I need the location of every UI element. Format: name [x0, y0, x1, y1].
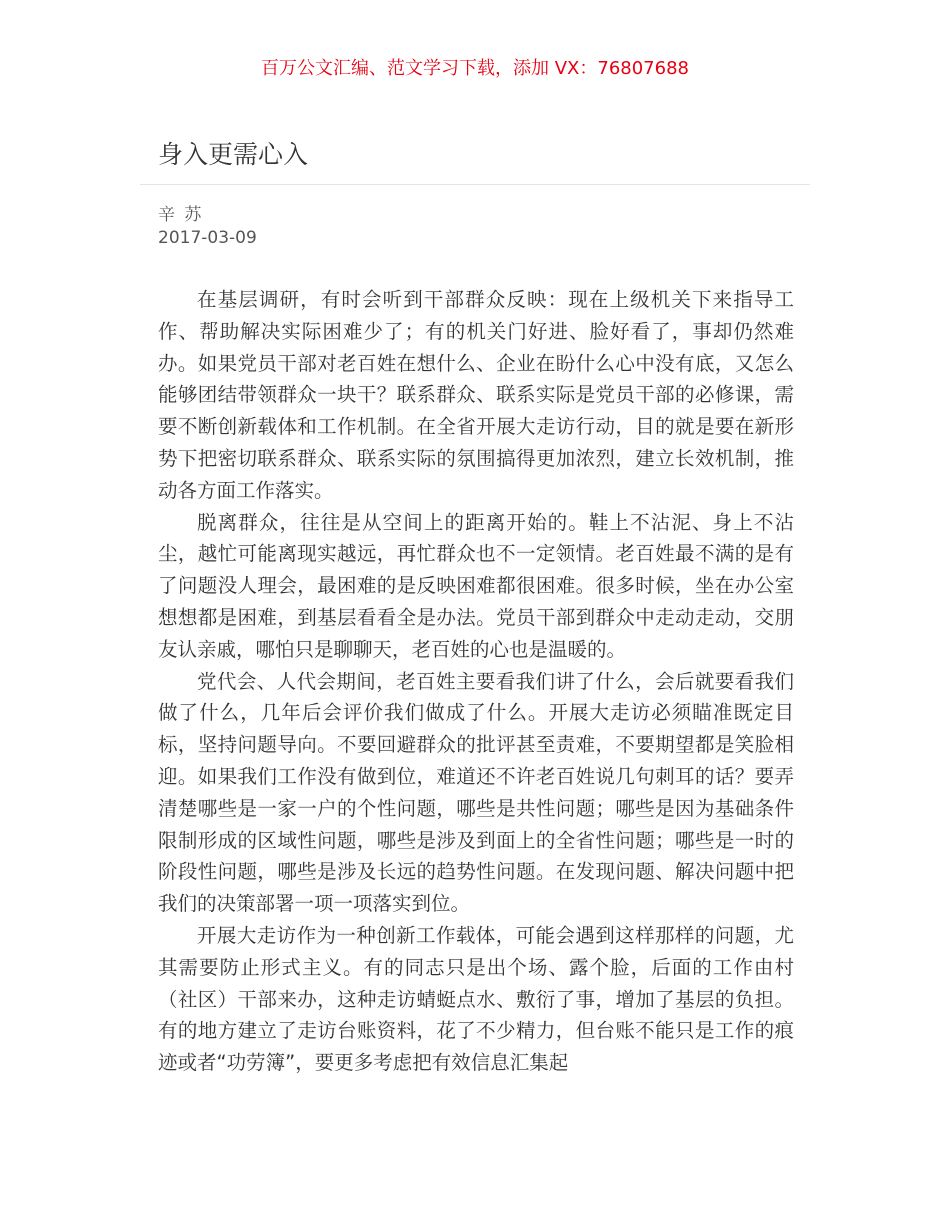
article-paragraph: 在基层调研，有时会听到干部群众反映：现在上级机关下来指导工作、帮助解决实际困难少了；有的机关门好进、脸好看了，事却仍然难办。如果党员干部对老百姓在想什么、企业在盼什么心中没有底，又怎么能够团结带领群众一块干？联系群众、联系实际是党员干部的必修课，需要不断创新载体和工作机制。在全省开展大走访行动，目的就是要在新形势下把密切联系群众、联系实际的氛围搞得更加浓烈，建立长效机制，推动各方面工作落实。 [158, 288, 794, 502]
promo-banner: 百万公文汇编、范文学习下载，添加 VX：76807688 [261, 58, 689, 79]
article-date: 2017-03-09 [158, 228, 257, 248]
article-paragraph: 脱离群众，往往是从空间上的距离开始的。鞋上不沾泥、身上不沾尘，越忙可能离现实越远，再忙群众也不一定领情。老百姓最不满的是有了问题没人理会，最困难的是反映困难都很困难。很多时候，坐在办公室想想都是困难，到基层看看全是办法。党员干部到群众中走动走动，交朋友认亲戚，哪怕只是聊聊天，老百姓的心也是温暖的。 [158, 510, 794, 661]
article-paragraph: 党代会、人代会期间，老百姓主要看我们讲了什么，会后就要看我们做了什么，几年后会评价我们做成了什么。开展大走访必须瞄准既定目标，坚持问题导向。不要回避群众的批评甚至责难，不要期望都是笑脸相迎。如果我们工作没有做到位，难道还不许老百姓说几句刺耳的话？要弄清楚哪些是一家一户的个性问题，哪些是共性问题；哪些是因为基础条件限制形成的区域性问题，哪些是涉及到面上的全省性问题；哪些是一时的阶段性问题，哪些是涉及长远的趋势性问题。在发现问题、解决问题中把我们的决策部署一项一项落实到位。 [158, 669, 794, 916]
article-author: 辛 苏 [158, 205, 204, 225]
article-body [158, 284, 794, 1079]
title-divider [140, 184, 810, 185]
article-title: 身入更需心入 [158, 140, 309, 169]
article-paragraph: 开展大走访作为一种创新工作载体，可能会遇到这样那样的问题，尤其需要防止形式主义。有的同志只是出个场、露个脸，后面的工作由村（社区）干部来办，这种走访蜻蜓点水、敷衍了事，增加了基层的负担。有的地方建立了走访台账资料，花了不少精力，但台账不能只是工作的痕迹或者“功劳簿”，要更多考虑把有效信息汇集起 [158, 923, 794, 1075]
